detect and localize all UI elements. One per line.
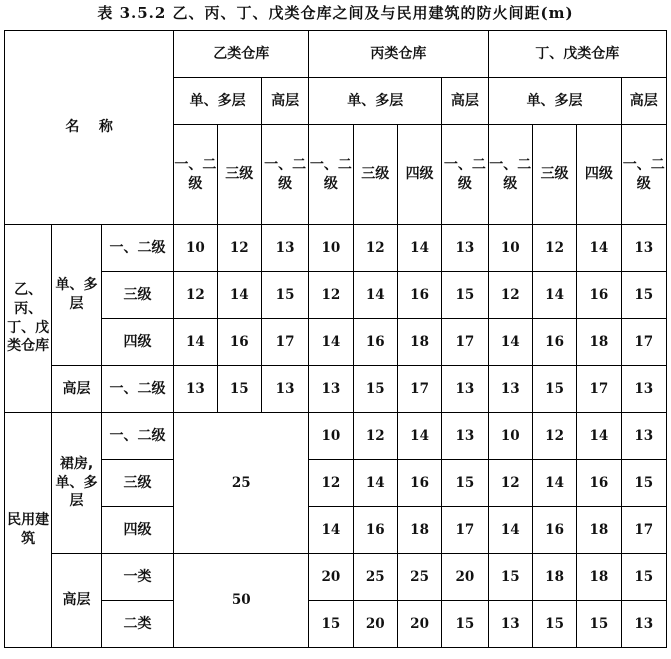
header-ding-single-multi: 单、多层 — [488, 78, 621, 125]
row-label-grade-4: 四级 — [101, 507, 174, 554]
table-row — [5, 366, 667, 413]
row-group-civil: 民用建筑 — [5, 413, 52, 648]
data-cell: 16 — [532, 319, 576, 366]
row-label-grade-12: 一、二级 — [101, 225, 174, 272]
row-sub-high: 高层 — [52, 554, 101, 648]
fire-distance-table — [4, 30, 667, 648]
table-row — [5, 601, 667, 648]
data-cell: 14 — [353, 460, 397, 507]
data-cell: 15 — [353, 366, 397, 413]
data-cell: 12 — [488, 460, 532, 507]
data-cell: 15 — [532, 601, 576, 648]
data-cell: 17 — [621, 319, 666, 366]
header-ding-grade-3: 三级 — [532, 125, 576, 225]
data-cell: 12 — [532, 413, 576, 460]
data-cell: 20 — [442, 554, 488, 601]
header-group-yi: 乙类仓库 — [174, 31, 309, 78]
data-cell: 17 — [442, 507, 488, 554]
data-cell: 18 — [577, 507, 621, 554]
table-row — [5, 319, 667, 366]
table-row — [5, 507, 667, 554]
data-cell: 17 — [397, 366, 441, 413]
data-cell: 15 — [442, 601, 488, 648]
data-cell: 18 — [397, 507, 441, 554]
data-cell: 12 — [309, 272, 353, 319]
data-cell: 13 — [309, 366, 353, 413]
data-cell: 14 — [488, 507, 532, 554]
data-cell: 10 — [488, 413, 532, 460]
data-cell: 14 — [577, 413, 621, 460]
data-cell: 15 — [621, 554, 666, 601]
data-cell: 16 — [577, 460, 621, 507]
data-cell: 20 — [309, 554, 353, 601]
data-cell: 25 — [397, 554, 441, 601]
data-cell: 13 — [174, 366, 217, 413]
header-bing-grade-12: 一、二级 — [309, 125, 353, 225]
header-ding-grade-4: 四级 — [577, 125, 621, 225]
data-cell: 14 — [397, 413, 441, 460]
row-label-grade-4: 四级 — [101, 319, 174, 366]
data-cell: 16 — [532, 507, 576, 554]
table-title: 表 3.5.2 乙、丙、丁、戊类仓库之间及与民用建筑的防火间距(m) — [97, 4, 574, 22]
header-yi-high: 高层 — [261, 78, 308, 125]
table-row — [5, 413, 667, 460]
data-cell: 15 — [577, 601, 621, 648]
row-label-grade-12: 一、二级 — [101, 366, 174, 413]
data-cell: 15 — [442, 460, 488, 507]
data-cell: 13 — [621, 366, 666, 413]
data-cell: 17 — [442, 319, 488, 366]
data-cell: 10 — [309, 413, 353, 460]
data-cell: 18 — [577, 319, 621, 366]
data-cell: 12 — [532, 225, 576, 272]
row-sub-podium-single-multi: 裙房,单、多层 — [52, 413, 101, 554]
data-cell: 17 — [621, 507, 666, 554]
header-bing-single-multi: 单、多层 — [309, 78, 442, 125]
data-cell: 15 — [621, 272, 666, 319]
data-cell: 13 — [442, 413, 488, 460]
data-cell: 14 — [397, 225, 441, 272]
data-cell: 14 — [309, 319, 353, 366]
data-cell: 14 — [488, 319, 532, 366]
data-cell: 13 — [621, 225, 666, 272]
data-cell: 14 — [532, 460, 576, 507]
header-group-ding: 丁、戊类仓库 — [488, 31, 666, 78]
data-cell: 15 — [217, 366, 261, 413]
header-yi-grade-12: 一、二级 — [174, 125, 217, 225]
data-cell: 13 — [621, 413, 666, 460]
data-cell: 13 — [488, 366, 532, 413]
data-cell: 14 — [217, 272, 261, 319]
data-cell: 16 — [217, 319, 261, 366]
data-cell: 16 — [397, 460, 441, 507]
data-cell: 16 — [353, 507, 397, 554]
data-cell: 13 — [621, 601, 666, 648]
data-cell: 13 — [488, 601, 532, 648]
data-cell: 18 — [532, 554, 576, 601]
data-cell: 20 — [353, 601, 397, 648]
data-cell: 12 — [217, 225, 261, 272]
table-row — [5, 225, 667, 272]
data-cell: 16 — [577, 272, 621, 319]
data-cell: 12 — [174, 272, 217, 319]
data-cell: 16 — [353, 319, 397, 366]
row-label-class-1: 一类 — [101, 554, 174, 601]
header-ding-grade-12: 一、二级 — [488, 125, 532, 225]
header-bing-high: 高层 — [442, 78, 488, 125]
table-row — [5, 554, 667, 601]
data-cell: 10 — [174, 225, 217, 272]
data-cell: 20 — [397, 601, 441, 648]
data-cell: 18 — [577, 554, 621, 601]
data-cell: 15 — [309, 601, 353, 648]
data-cell: 13 — [442, 366, 488, 413]
data-cell: 15 — [621, 460, 666, 507]
data-cell: 14 — [174, 319, 217, 366]
header-yi-single-multi: 单、多层 — [174, 78, 262, 125]
row-label-class-2: 二类 — [101, 601, 174, 648]
data-cell: 17 — [577, 366, 621, 413]
row-sub-high: 高层 — [52, 366, 101, 413]
header-group-bing: 丙类仓库 — [309, 31, 488, 78]
data-cell: 14 — [577, 225, 621, 272]
data-cell: 15 — [532, 366, 576, 413]
data-cell: 15 — [261, 272, 308, 319]
merged-cell-yi-low: 25 — [174, 413, 309, 554]
row-label-grade-12: 一、二级 — [101, 413, 174, 460]
table-row — [5, 272, 667, 319]
data-cell: 18 — [397, 319, 441, 366]
data-cell: 12 — [309, 460, 353, 507]
data-cell: 13 — [261, 225, 308, 272]
row-group-warehouse: 乙、丙、丁、戊类仓库 — [5, 225, 52, 413]
header-ding-high-grade-12: 一、二级 — [621, 125, 666, 225]
merged-cell-yi-high: 50 — [174, 554, 309, 648]
header-ding-high: 高层 — [621, 78, 666, 125]
data-cell: 10 — [309, 225, 353, 272]
header-bing-grade-4: 四级 — [397, 125, 441, 225]
header-bing-grade-3: 三级 — [353, 125, 397, 225]
header-name-cell: 名 称 — [5, 31, 174, 225]
data-cell: 12 — [353, 413, 397, 460]
data-cell: 15 — [488, 554, 532, 601]
data-cell: 15 — [442, 272, 488, 319]
header-yi-high-grade-12: 一、二级 — [261, 125, 308, 225]
data-cell: 13 — [261, 366, 308, 413]
row-label-grade-3: 三级 — [101, 460, 174, 507]
data-cell: 14 — [532, 272, 576, 319]
header-bing-high-grade-12: 一、二级 — [442, 125, 488, 225]
row-label-grade-3: 三级 — [101, 272, 174, 319]
data-cell: 13 — [442, 225, 488, 272]
data-cell: 12 — [488, 272, 532, 319]
data-cell: 25 — [353, 554, 397, 601]
data-cell: 14 — [353, 272, 397, 319]
data-cell: 14 — [309, 507, 353, 554]
data-cell: 16 — [397, 272, 441, 319]
data-cell: 12 — [353, 225, 397, 272]
data-cell: 17 — [261, 319, 308, 366]
data-cell: 10 — [488, 225, 532, 272]
row-sub-single-multi: 单、多层 — [52, 225, 101, 366]
header-yi-grade-3: 三级 — [217, 125, 261, 225]
table-row — [5, 460, 667, 507]
